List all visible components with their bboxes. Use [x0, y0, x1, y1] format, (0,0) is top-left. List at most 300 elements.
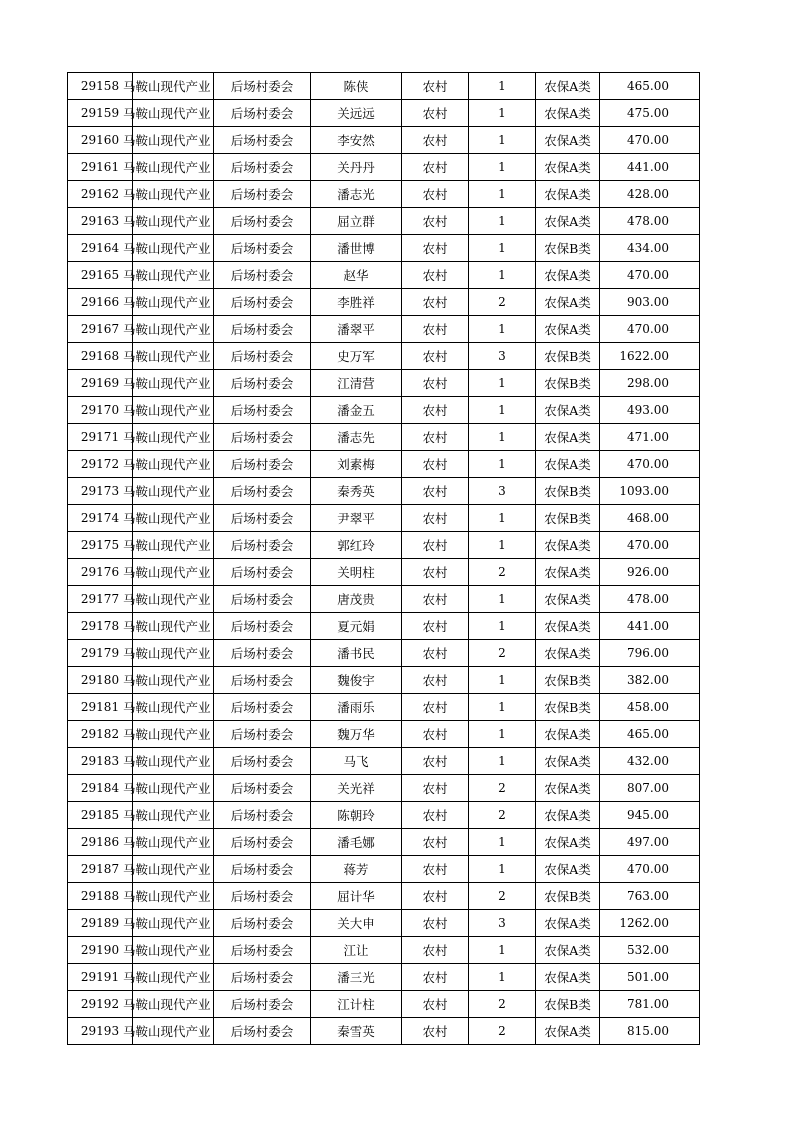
cell-area-type: 农村: [402, 829, 469, 856]
table-row: [68, 559, 700, 586]
cell-village: 后场村委会: [214, 775, 311, 802]
cell-record-id: 29182: [68, 721, 133, 748]
table-row: [68, 316, 700, 343]
cell-unit: 马鞍山现代产业: [133, 289, 214, 316]
table-row: [68, 613, 700, 640]
cell-area-type: 农村: [402, 856, 469, 883]
cell-record-id: 29164: [68, 235, 133, 262]
cell-name: 潘书民: [311, 640, 402, 667]
cell-household-count: 2: [469, 802, 536, 829]
cell-village: 后场村委会: [214, 424, 311, 451]
cell-amount: 470.00: [600, 262, 700, 289]
cell-household-count: 2: [469, 559, 536, 586]
cell-unit: 马鞍山现代产业: [133, 964, 214, 991]
cell-name: 潘世博: [311, 235, 402, 262]
cell-name: 潘毛娜: [311, 829, 402, 856]
cell-category: 农保A类: [536, 748, 600, 775]
cell-amount: 470.00: [600, 532, 700, 559]
cell-area-type: 农村: [402, 343, 469, 370]
cell-amount: 945.00: [600, 802, 700, 829]
cell-category: 农保B类: [536, 370, 600, 397]
cell-amount: 781.00: [600, 991, 700, 1018]
cell-village: 后场村委会: [214, 289, 311, 316]
cell-village: 后场村委会: [214, 640, 311, 667]
cell-category: 农保A类: [536, 73, 600, 100]
cell-name: 陈朝玲: [311, 802, 402, 829]
cell-household-count: 1: [469, 721, 536, 748]
table-row: [68, 937, 700, 964]
cell-category: 农保A类: [536, 829, 600, 856]
cell-village: 后场村委会: [214, 856, 311, 883]
cell-amount: 428.00: [600, 181, 700, 208]
cell-amount: 458.00: [600, 694, 700, 721]
cell-amount: 470.00: [600, 451, 700, 478]
cell-unit: 马鞍山现代产业: [133, 694, 214, 721]
cell-area-type: 农村: [402, 910, 469, 937]
cell-area-type: 农村: [402, 316, 469, 343]
cell-area-type: 农村: [402, 559, 469, 586]
cell-name: 魏万华: [311, 721, 402, 748]
cell-name: 潘翠平: [311, 316, 402, 343]
cell-village: 后场村委会: [214, 181, 311, 208]
cell-amount: 465.00: [600, 73, 700, 100]
cell-category: 农保B类: [536, 343, 600, 370]
cell-amount: 471.00: [600, 424, 700, 451]
table-row: [68, 505, 700, 532]
cell-amount: 926.00: [600, 559, 700, 586]
cell-area-type: 农村: [402, 964, 469, 991]
cell-amount: 432.00: [600, 748, 700, 775]
cell-village: 后场村委会: [214, 910, 311, 937]
cell-category: 农保A类: [536, 1018, 600, 1045]
cell-record-id: 29178: [68, 613, 133, 640]
cell-village: 后场村委会: [214, 397, 311, 424]
cell-household-count: 1: [469, 694, 536, 721]
cell-name: 屈立群: [311, 208, 402, 235]
cell-area-type: 农村: [402, 289, 469, 316]
cell-category: 农保A类: [536, 289, 600, 316]
cell-area-type: 农村: [402, 505, 469, 532]
cell-village: 后场村委会: [214, 829, 311, 856]
cell-record-id: 29162: [68, 181, 133, 208]
cell-category: 农保A类: [536, 613, 600, 640]
cell-household-count: 1: [469, 586, 536, 613]
cell-record-id: 29175: [68, 532, 133, 559]
cell-amount: 465.00: [600, 721, 700, 748]
cell-household-count: 1: [469, 451, 536, 478]
cell-record-id: 29172: [68, 451, 133, 478]
cell-record-id: 29158: [68, 73, 133, 100]
cell-category: 农保B类: [536, 505, 600, 532]
cell-amount: 796.00: [600, 640, 700, 667]
allowance-table: [67, 72, 700, 1045]
cell-area-type: 农村: [402, 640, 469, 667]
cell-unit: 马鞍山现代产业: [133, 73, 214, 100]
cell-record-id: 29167: [68, 316, 133, 343]
cell-household-count: 3: [469, 478, 536, 505]
table-row: [68, 208, 700, 235]
cell-category: 农保A类: [536, 586, 600, 613]
cell-household-count: 1: [469, 154, 536, 181]
table-row: [68, 721, 700, 748]
cell-village: 后场村委会: [214, 667, 311, 694]
cell-amount: 903.00: [600, 289, 700, 316]
cell-record-id: 29179: [68, 640, 133, 667]
cell-name: 尹翠平: [311, 505, 402, 532]
table-row: [68, 667, 700, 694]
table-row: [68, 289, 700, 316]
table-row: [68, 748, 700, 775]
cell-household-count: 1: [469, 181, 536, 208]
cell-village: 后场村委会: [214, 505, 311, 532]
table-row: [68, 262, 700, 289]
cell-name: 潘三光: [311, 964, 402, 991]
cell-amount: 807.00: [600, 775, 700, 802]
cell-household-count: 1: [469, 127, 536, 154]
cell-record-id: 29180: [68, 667, 133, 694]
cell-amount: 1093.00: [600, 478, 700, 505]
cell-name: 唐茂贵: [311, 586, 402, 613]
cell-village: 后场村委会: [214, 478, 311, 505]
cell-name: 秦秀英: [311, 478, 402, 505]
cell-household-count: 1: [469, 316, 536, 343]
cell-category: 农保B类: [536, 478, 600, 505]
cell-amount: 532.00: [600, 937, 700, 964]
cell-record-id: 29170: [68, 397, 133, 424]
table-row: [68, 370, 700, 397]
cell-record-id: 29160: [68, 127, 133, 154]
cell-household-count: 1: [469, 748, 536, 775]
cell-unit: 马鞍山现代产业: [133, 208, 214, 235]
cell-unit: 马鞍山现代产业: [133, 370, 214, 397]
cell-household-count: 1: [469, 937, 536, 964]
cell-village: 后场村委会: [214, 262, 311, 289]
cell-unit: 马鞍山现代产业: [133, 802, 214, 829]
cell-unit: 马鞍山现代产业: [133, 910, 214, 937]
cell-village: 后场村委会: [214, 208, 311, 235]
cell-unit: 马鞍山现代产业: [133, 100, 214, 127]
cell-area-type: 农村: [402, 235, 469, 262]
cell-household-count: 3: [469, 910, 536, 937]
table-row: [68, 73, 700, 100]
table-row: [68, 856, 700, 883]
table-row: [68, 424, 700, 451]
cell-area-type: 农村: [402, 613, 469, 640]
cell-category: 农保B类: [536, 235, 600, 262]
cell-unit: 马鞍山现代产业: [133, 154, 214, 181]
cell-unit: 马鞍山现代产业: [133, 613, 214, 640]
cell-area-type: 农村: [402, 424, 469, 451]
cell-area-type: 农村: [402, 883, 469, 910]
cell-name: 蒋芳: [311, 856, 402, 883]
cell-name: 潘志先: [311, 424, 402, 451]
cell-village: 后场村委会: [214, 316, 311, 343]
cell-area-type: 农村: [402, 991, 469, 1018]
cell-unit: 马鞍山现代产业: [133, 721, 214, 748]
cell-category: 农保A类: [536, 208, 600, 235]
cell-household-count: 1: [469, 829, 536, 856]
cell-category: 农保A类: [536, 532, 600, 559]
cell-name: 关远远: [311, 100, 402, 127]
cell-unit: 马鞍山现代产业: [133, 505, 214, 532]
cell-name: 夏元娟: [311, 613, 402, 640]
cell-amount: 497.00: [600, 829, 700, 856]
cell-amount: 478.00: [600, 586, 700, 613]
cell-category: 农保A类: [536, 640, 600, 667]
cell-category: 农保A类: [536, 424, 600, 451]
cell-area-type: 农村: [402, 397, 469, 424]
table-row: [68, 343, 700, 370]
cell-category: 农保B类: [536, 694, 600, 721]
cell-name: 李安然: [311, 127, 402, 154]
cell-unit: 马鞍山现代产业: [133, 856, 214, 883]
cell-village: 后场村委会: [214, 154, 311, 181]
cell-amount: 298.00: [600, 370, 700, 397]
cell-category: 农保A类: [536, 775, 600, 802]
table-row: [68, 694, 700, 721]
cell-record-id: 29189: [68, 910, 133, 937]
table-row: [68, 451, 700, 478]
cell-unit: 马鞍山现代产业: [133, 235, 214, 262]
cell-household-count: 1: [469, 100, 536, 127]
cell-record-id: 29191: [68, 964, 133, 991]
cell-household-count: 1: [469, 235, 536, 262]
cell-village: 后场村委会: [214, 586, 311, 613]
cell-area-type: 农村: [402, 154, 469, 181]
table-row: [68, 991, 700, 1018]
table-row: [68, 775, 700, 802]
cell-unit: 马鞍山现代产业: [133, 559, 214, 586]
cell-village: 后场村委会: [214, 613, 311, 640]
cell-unit: 马鞍山现代产业: [133, 667, 214, 694]
cell-name: 赵华: [311, 262, 402, 289]
cell-area-type: 农村: [402, 181, 469, 208]
cell-record-id: 29165: [68, 262, 133, 289]
cell-name: 李胜祥: [311, 289, 402, 316]
cell-village: 后场村委会: [214, 73, 311, 100]
table-row: [68, 127, 700, 154]
cell-record-id: 29192: [68, 991, 133, 1018]
table-row: [68, 397, 700, 424]
cell-village: 后场村委会: [214, 370, 311, 397]
cell-village: 后场村委会: [214, 694, 311, 721]
cell-unit: 马鞍山现代产业: [133, 829, 214, 856]
cell-amount: 1622.00: [600, 343, 700, 370]
cell-category: 农保A类: [536, 181, 600, 208]
cell-record-id: 29159: [68, 100, 133, 127]
cell-record-id: 29163: [68, 208, 133, 235]
cell-village: 后场村委会: [214, 991, 311, 1018]
table-row: [68, 1018, 700, 1045]
cell-category: 农保A类: [536, 856, 600, 883]
cell-area-type: 农村: [402, 694, 469, 721]
cell-amount: 470.00: [600, 856, 700, 883]
table-row: [68, 235, 700, 262]
cell-household-count: 2: [469, 991, 536, 1018]
cell-name: 史万军: [311, 343, 402, 370]
cell-area-type: 农村: [402, 208, 469, 235]
cell-amount: 763.00: [600, 883, 700, 910]
table-row: [68, 181, 700, 208]
cell-record-id: 29181: [68, 694, 133, 721]
cell-name: 潘志光: [311, 181, 402, 208]
cell-area-type: 农村: [402, 721, 469, 748]
cell-unit: 马鞍山现代产业: [133, 478, 214, 505]
cell-village: 后场村委会: [214, 559, 311, 586]
cell-village: 后场村委会: [214, 883, 311, 910]
cell-unit: 马鞍山现代产业: [133, 532, 214, 559]
cell-record-id: 29190: [68, 937, 133, 964]
cell-amount: 468.00: [600, 505, 700, 532]
cell-household-count: 1: [469, 667, 536, 694]
cell-record-id: 29173: [68, 478, 133, 505]
table-row: [68, 478, 700, 505]
cell-record-id: 29177: [68, 586, 133, 613]
cell-unit: 马鞍山现代产业: [133, 640, 214, 667]
cell-village: 后场村委会: [214, 1018, 311, 1045]
cell-household-count: 1: [469, 964, 536, 991]
cell-name: 陈侠: [311, 73, 402, 100]
cell-category: 农保A类: [536, 937, 600, 964]
cell-area-type: 农村: [402, 1018, 469, 1045]
cell-name: 秦雪英: [311, 1018, 402, 1045]
cell-unit: 马鞍山现代产业: [133, 883, 214, 910]
cell-amount: 382.00: [600, 667, 700, 694]
cell-unit: 马鞍山现代产业: [133, 316, 214, 343]
cell-name: 江清营: [311, 370, 402, 397]
cell-village: 后场村委会: [214, 802, 311, 829]
cell-amount: 1262.00: [600, 910, 700, 937]
cell-village: 后场村委会: [214, 127, 311, 154]
cell-area-type: 农村: [402, 748, 469, 775]
cell-name: 关大申: [311, 910, 402, 937]
cell-record-id: 29188: [68, 883, 133, 910]
cell-amount: 501.00: [600, 964, 700, 991]
cell-category: 农保A类: [536, 154, 600, 181]
cell-household-count: 2: [469, 883, 536, 910]
cell-record-id: 29176: [68, 559, 133, 586]
cell-name: 关光祥: [311, 775, 402, 802]
cell-amount: 441.00: [600, 154, 700, 181]
cell-category: 农保A类: [536, 964, 600, 991]
cell-area-type: 农村: [402, 802, 469, 829]
cell-record-id: 29187: [68, 856, 133, 883]
cell-record-id: 29193: [68, 1018, 133, 1045]
cell-amount: 478.00: [600, 208, 700, 235]
cell-amount: 434.00: [600, 235, 700, 262]
cell-household-count: 1: [469, 505, 536, 532]
cell-record-id: 29161: [68, 154, 133, 181]
cell-household-count: 1: [469, 424, 536, 451]
cell-unit: 马鞍山现代产业: [133, 775, 214, 802]
cell-household-count: 1: [469, 397, 536, 424]
cell-village: 后场村委会: [214, 748, 311, 775]
cell-category: 农保A类: [536, 397, 600, 424]
table-row: [68, 964, 700, 991]
cell-category: 农保A类: [536, 910, 600, 937]
cell-village: 后场村委会: [214, 100, 311, 127]
cell-record-id: 29174: [68, 505, 133, 532]
cell-area-type: 农村: [402, 73, 469, 100]
cell-category: 农保A类: [536, 559, 600, 586]
cell-name: 马飞: [311, 748, 402, 775]
cell-name: 关明柱: [311, 559, 402, 586]
cell-name: 潘雨乐: [311, 694, 402, 721]
cell-category: 农保A类: [536, 316, 600, 343]
cell-name: 魏俊宇: [311, 667, 402, 694]
cell-unit: 马鞍山现代产业: [133, 586, 214, 613]
cell-village: 后场村委会: [214, 235, 311, 262]
cell-area-type: 农村: [402, 937, 469, 964]
cell-amount: 493.00: [600, 397, 700, 424]
cell-unit: 马鞍山现代产业: [133, 397, 214, 424]
cell-category: 农保A类: [536, 802, 600, 829]
table-row: [68, 802, 700, 829]
cell-area-type: 农村: [402, 127, 469, 154]
table-row: [68, 532, 700, 559]
cell-record-id: 29171: [68, 424, 133, 451]
cell-category: 农保B类: [536, 667, 600, 694]
cell-amount: 475.00: [600, 100, 700, 127]
cell-area-type: 农村: [402, 100, 469, 127]
cell-unit: 马鞍山现代产业: [133, 343, 214, 370]
cell-unit: 马鞍山现代产业: [133, 1018, 214, 1045]
cell-record-id: 29168: [68, 343, 133, 370]
table-row: [68, 586, 700, 613]
cell-amount: 441.00: [600, 613, 700, 640]
cell-unit: 马鞍山现代产业: [133, 262, 214, 289]
cell-name: 潘金五: [311, 397, 402, 424]
cell-name: 刘素梅: [311, 451, 402, 478]
cell-village: 后场村委会: [214, 937, 311, 964]
cell-unit: 马鞍山现代产业: [133, 937, 214, 964]
table-row: [68, 640, 700, 667]
cell-unit: 马鞍山现代产业: [133, 451, 214, 478]
cell-household-count: 2: [469, 775, 536, 802]
cell-amount: 470.00: [600, 316, 700, 343]
cell-name: 郭红玲: [311, 532, 402, 559]
table-row: [68, 910, 700, 937]
cell-category: 农保B类: [536, 991, 600, 1018]
cell-record-id: 29166: [68, 289, 133, 316]
cell-household-count: 1: [469, 532, 536, 559]
cell-household-count: 1: [469, 856, 536, 883]
cell-category: 农保A类: [536, 127, 600, 154]
cell-unit: 马鞍山现代产业: [133, 424, 214, 451]
cell-household-count: 2: [469, 1018, 536, 1045]
cell-name: 江计柱: [311, 991, 402, 1018]
cell-area-type: 农村: [402, 586, 469, 613]
cell-name: 江让: [311, 937, 402, 964]
cell-household-count: 2: [469, 640, 536, 667]
cell-village: 后场村委会: [214, 451, 311, 478]
cell-amount: 470.00: [600, 127, 700, 154]
cell-record-id: 29184: [68, 775, 133, 802]
cell-category: 农保A类: [536, 262, 600, 289]
cell-household-count: 1: [469, 208, 536, 235]
cell-unit: 马鞍山现代产业: [133, 181, 214, 208]
cell-household-count: 1: [469, 613, 536, 640]
cell-household-count: 1: [469, 73, 536, 100]
cell-category: 农保A类: [536, 451, 600, 478]
cell-category: 农保A类: [536, 721, 600, 748]
table-body: [68, 73, 700, 1045]
cell-unit: 马鞍山现代产业: [133, 127, 214, 154]
cell-area-type: 农村: [402, 262, 469, 289]
cell-village: 后场村委会: [214, 964, 311, 991]
cell-amount: 815.00: [600, 1018, 700, 1045]
cell-area-type: 农村: [402, 478, 469, 505]
